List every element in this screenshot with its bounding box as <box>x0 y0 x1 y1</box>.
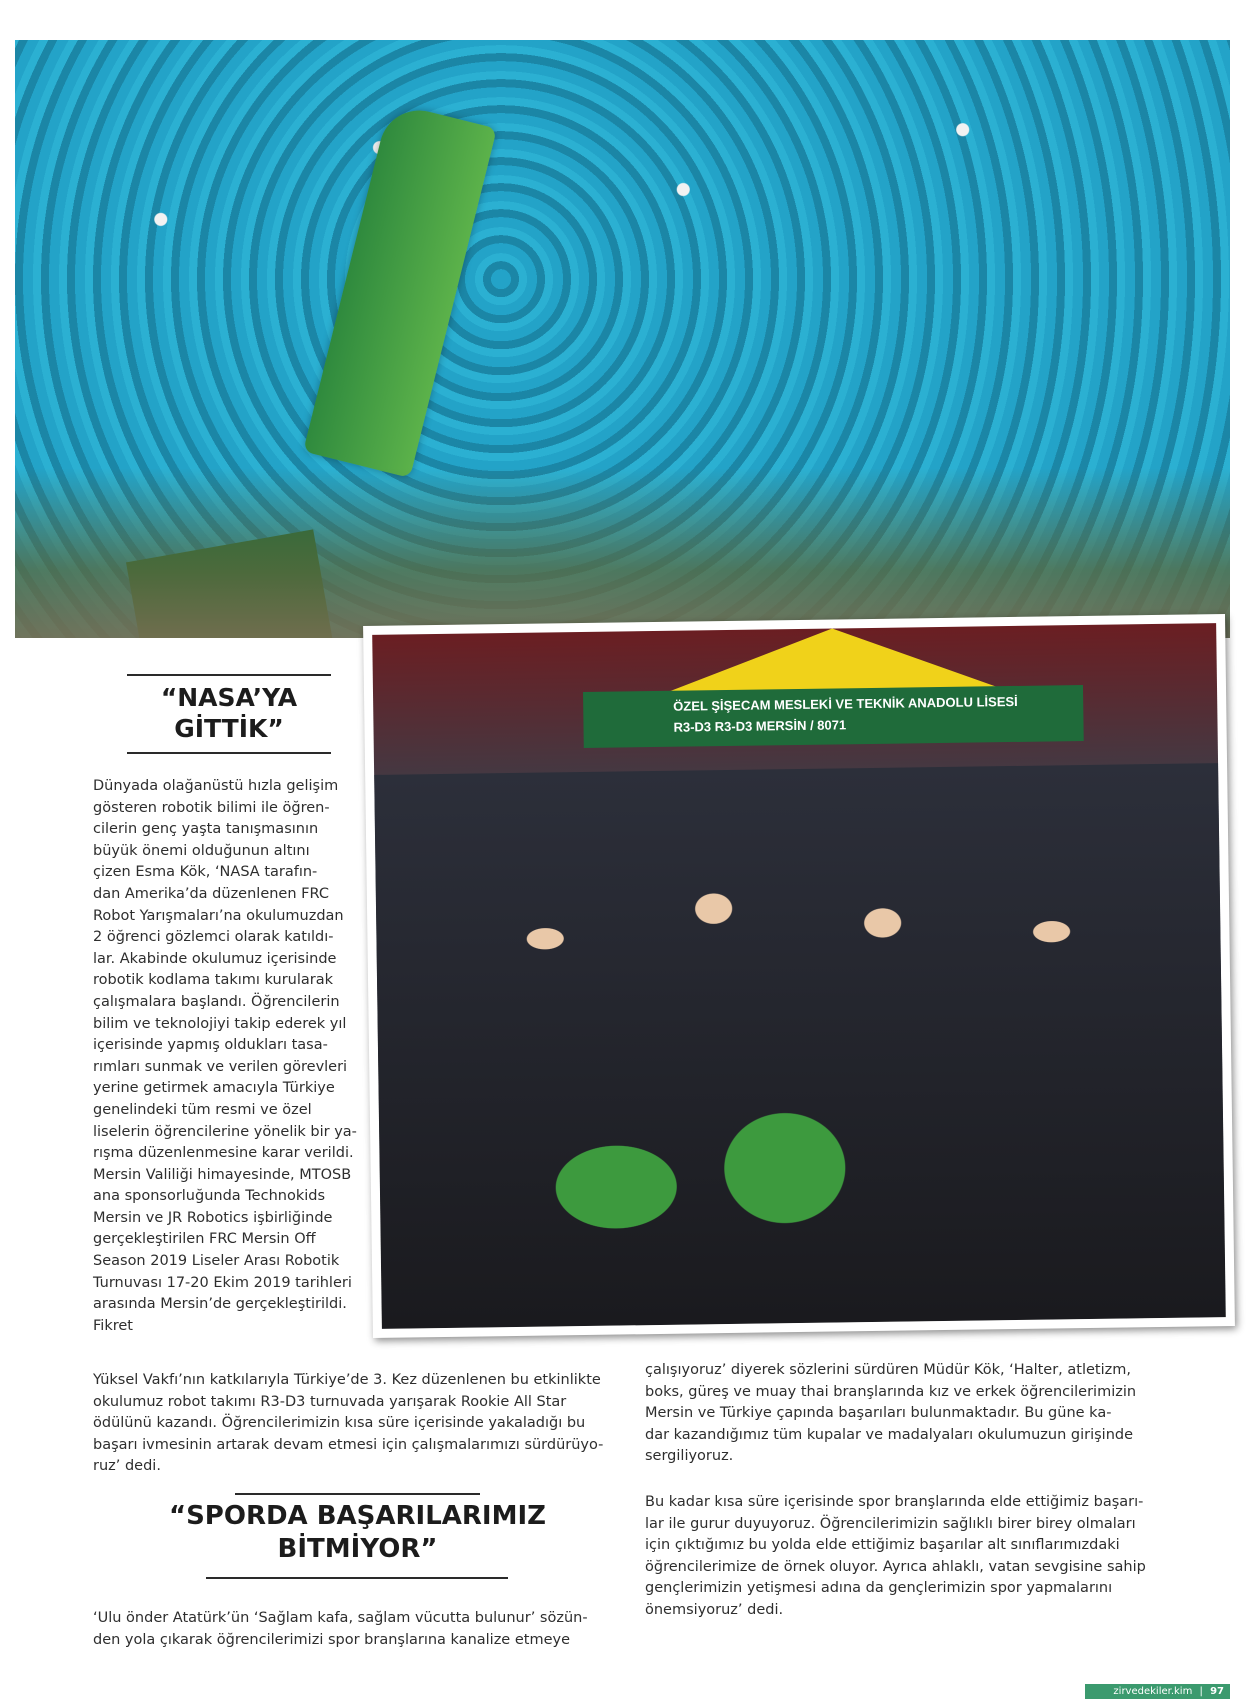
section2-heading-line2: BİTMİYOR” <box>277 1533 438 1564</box>
team-photo-image <box>372 623 1226 1329</box>
heading-rule-bottom <box>127 752 331 754</box>
text-line: ana sponsorluğunda Technokids <box>93 1188 325 1205</box>
text-line: robotik kodlama takımı kurularak <box>93 972 334 989</box>
text-line: Mersin ve Türkiye çapında başarıları bulunmaktadır. Bu güne ka- <box>645 1405 1112 1422</box>
text-line: çalışmalara başlandı. Öğrencilerin <box>93 993 340 1010</box>
text-line: gösteren robotik bilimi ile öğren- <box>93 799 330 816</box>
text-line: cilerin genç yaşta tanışmasının <box>93 821 319 838</box>
section1-continuation <box>93 1370 633 1478</box>
text-line: sergiliyoruz. <box>645 1448 734 1465</box>
text-line: gençlerimizin yetişmesi adına da gençlerimizin spor yapmalarını <box>645 1580 1113 1597</box>
text-line: liselerin öğrencilerine yönelik bir ya- <box>93 1123 357 1140</box>
text-line: ‘Ulu önder Atatürk’ün ‘Sağlam kafa, sağlam vücutta bulunur’ sözün- <box>93 1610 588 1626</box>
section1-heading-line2: GİTTİK” <box>174 714 284 744</box>
text-line: Mersin Valiliği himayesinde, MTOSB <box>93 1166 352 1183</box>
heading2-rule-top <box>235 1493 480 1495</box>
text-line: Yüksel Vakfı’nın katkılarıyla Türkiye’de 3. Kez düzenlenen bu etkinlikte <box>93 1372 601 1388</box>
photo-foreground <box>15 468 1230 638</box>
page-footer <box>1085 1684 1230 1699</box>
text-line: ruz’ dedi. <box>93 1458 161 1475</box>
text-line: arasında Mersin’de gerçekleştirildi. <box>93 1296 347 1313</box>
text-line: dan Amerika’da düzenlenen FRC <box>93 885 329 902</box>
team-members <box>374 763 1226 1329</box>
school-sign-title: ÖZEL ŞİŞECAM MESLEKİ VE TEKNİK ANADOLU LİSESİ <box>673 693 1018 714</box>
green-banner <box>303 102 497 478</box>
text-line: içerisinde yapmış oldukları tasa- <box>93 1037 328 1054</box>
text-line: çizen Esma Kök, ‘NASA tarafın- <box>93 864 318 881</box>
text-line: Mersin ve JR Robotics işbirliğinde <box>93 1209 333 1226</box>
section1-heading-line1: “NASA’YA <box>160 683 298 712</box>
text-line: yerine getirmek amacıyla Türkiye <box>93 1080 335 1097</box>
team-photo <box>363 614 1235 1338</box>
text-line: Dünyada olağanüstü hızla gelişim <box>93 778 339 794</box>
text-line: büyük önemi olduğunun altını <box>93 842 310 859</box>
text-line: Season 2019 Liseler Arası Robotik <box>93 1253 340 1270</box>
text-line: bilim ve teknolojiyi takip ederek yıl <box>93 1015 347 1032</box>
heading-rule-top <box>127 674 331 676</box>
footer-site: zirvedekiler.kim <box>1113 1686 1193 1697</box>
section2-right-paragraph2 <box>645 1492 1205 1622</box>
text-line: önemsiyoruz’ dedi. <box>645 1601 784 1618</box>
text-line: Bu kadar kısa süre içerisinde spor branşlarında elde ettiğimiz başarı- <box>645 1494 1144 1510</box>
text-line: Turnuvası 17-20 Ekim 2019 tarihleri <box>93 1274 352 1291</box>
text-line: gerçekleştirilen FRC Mersin Off <box>93 1231 316 1248</box>
footer-separator: | <box>1199 1686 1203 1697</box>
text-line: rımları sunmak ve verilen görevleri <box>93 1058 348 1075</box>
text-line: ödülünü kazandı. Öğrencilerimizin kısa süre içerisinde yakaladığı bu <box>93 1415 586 1432</box>
text-line: çalışıyoruz’ diyerek sözlerini sürdüren Müdür Kök, ‘Halter, atletizm, <box>645 1362 1131 1378</box>
heading2-rule-bottom <box>206 1577 508 1579</box>
text-line: Fikret <box>93 1317 133 1334</box>
section1-paragraph <box>93 776 368 1337</box>
text-line: başarı ivmesinin artarak devam etmesi için çalışmalarımızı sürdürüyo- <box>93 1436 604 1453</box>
text-line: boks, güreş ve muay thai branşlarında kız ve erkek öğrencilerimizin <box>645 1383 1137 1400</box>
text-line: lar. Akabinde okulumuz içerisinde <box>93 950 337 967</box>
text-line: öğrencilerimize de örnek oluyor. Ayrıca ahlaklı, vatan sevgisine sahip <box>645 1558 1146 1575</box>
page-number: 97 <box>1210 1686 1224 1697</box>
school-sign-subtitle: R3-D3 R3-D3 MERSİN / 8071 <box>673 717 847 735</box>
crowd-photo <box>15 40 1230 638</box>
text-line: den yola çıkarak öğrencilerimizi spor branşlarına kanalize etmeye <box>93 1631 570 1648</box>
text-line: için çıktığımız bu yolda elde ettiğimiz başarılar alt sınıflarımızdaki <box>645 1537 1120 1554</box>
text-line: dar kazandığımız tüm kupalar ve madalyaları okulumuzun girişinde <box>645 1426 1134 1443</box>
section2-right-paragraph1 <box>645 1360 1205 1468</box>
section1-heading <box>110 682 348 745</box>
school-sign <box>583 685 1084 748</box>
section2-heading-line1: “SPORDA BAŞARILARIMIZ <box>168 1501 546 1531</box>
text-line: rışma düzenlenmesine karar verildi. <box>93 1145 354 1162</box>
text-line: okulumuz robot takımı R3-D3 turnuvada yarışarak Rookie All Star <box>93 1393 567 1410</box>
text-line: lar ile gurur duyuyoruz. Öğrencilerimizin sağlıklı birer birey olmaları <box>645 1515 1136 1532</box>
text-line: Robot Yarışmaları’na okulumuzdan <box>93 907 344 924</box>
text-line: genelindeki tüm resmi ve özel <box>93 1101 312 1118</box>
section2-left-paragraph <box>93 1608 633 1651</box>
text-line: 2 öğrenci gözlemci olarak katıldı- <box>93 929 334 946</box>
section2-heading <box>140 1500 575 1565</box>
